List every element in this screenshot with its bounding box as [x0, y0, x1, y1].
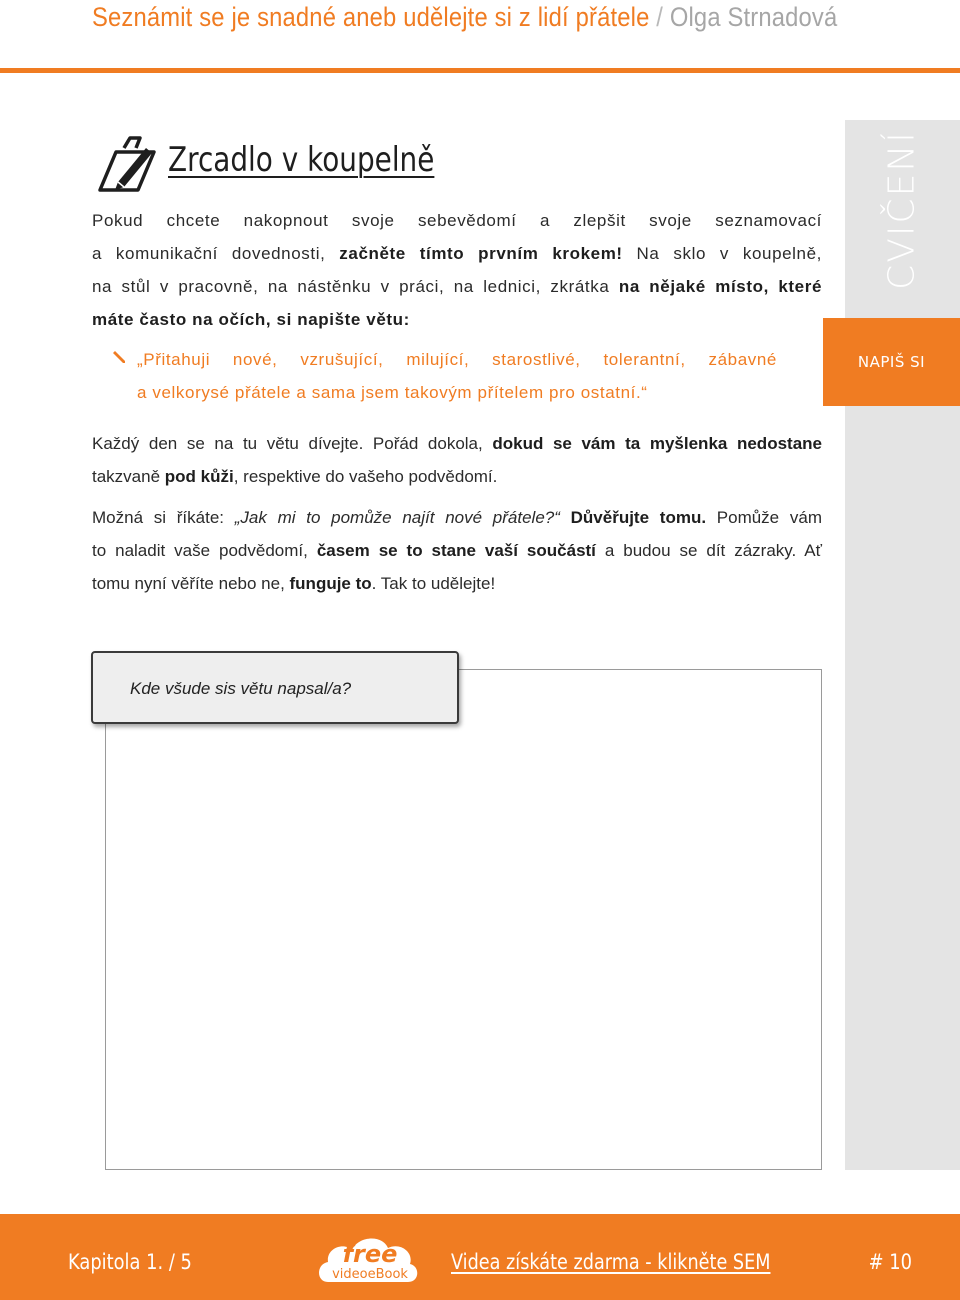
p3-bold: Důvěřujte tomu. [570, 508, 707, 527]
p3-bold: časem se to stane vaší součástí [316, 541, 596, 560]
p3-italic: „Jak mi to pomůže najít nové přátele?“ [234, 508, 560, 527]
sidebar-tab-label: NAPIŠ SI [857, 353, 926, 371]
p2-text: , respektive do vašeho podvědomí. [233, 467, 498, 486]
intro-line-4 [92, 303, 822, 336]
p3-text: Pomůže vám [706, 508, 822, 527]
intro-text: a komunikační dovednosti, [92, 244, 340, 263]
p3-text: to naladit vaše podvědomí, [92, 541, 317, 560]
p3-text: Možná si říkáte: [92, 508, 235, 527]
free-videos-link[interactable]: Videa získáte zdarma - klikněte SEM [451, 1250, 771, 1274]
quote-line-2: a velkorysé přátele a sama jsem takovým přítelem pro ostatní.“ [137, 383, 648, 402]
book-title: Seznámit se je snadné aneb udělejte si z lidí přátele [92, 2, 650, 32]
p3-text: a budou se dít zázraky. Ať [595, 541, 822, 560]
p3-text: . Tak to udělejte! [371, 574, 496, 593]
affirmation-quote [137, 343, 777, 409]
pencil-icon [112, 350, 126, 364]
p2-text: takzvaně [92, 467, 165, 486]
intro-line-3 [92, 270, 822, 303]
p3-bold: funguje to [289, 574, 372, 593]
author-name: Olga Strnadová [669, 2, 838, 32]
intro-paragraph [92, 204, 822, 336]
p2-bold: dokud se vám ta myšlenka nedostane [492, 434, 822, 453]
logo-word-free: free [342, 1240, 398, 1268]
p3-line-1 [92, 501, 822, 534]
logo-word-ebook: videoeBook [332, 1267, 408, 1282]
page-header [0, 0, 960, 70]
chapter-indicator: Kapitola 1. / 5 [68, 1250, 192, 1274]
p2-text: Každý den se na tu větu dívejte. Pořád dokola, [92, 434, 493, 453]
page-number: # 10 [868, 1250, 912, 1274]
intro-line-1: Pokud chcete nakopnout svoje sebevědomí a zlepšit svoje seznamovací [92, 211, 822, 230]
intro-bold: máte často na očích, si napište větu: [92, 310, 410, 329]
p3-line-2 [92, 534, 822, 567]
header-title [92, 2, 837, 33]
writing-area[interactable] [105, 669, 822, 1170]
p3-line-3 [92, 567, 822, 600]
header-divider [0, 68, 960, 73]
intro-bold: začněte tímto prvním krokem! [339, 244, 623, 263]
sidebar-label-text: CVIČENÍ [881, 130, 923, 290]
quote-line-1: „Přitahuji nové, vzrušující, milující, starostlivé, tolerantní, zábavné [137, 350, 777, 369]
exercise-prompt-text: Kde všude sis větu napsal/a? [130, 679, 352, 698]
intro-text: na stůl v pracovně, na nástěnku v práci, na lednici, zkrátka [92, 277, 619, 296]
page-footer [0, 1214, 960, 1300]
sidebar-label [845, 120, 960, 300]
intro-line-2 [92, 237, 822, 270]
section-title: Zrcadlo v koupelně [168, 140, 435, 180]
exercise-prompt [91, 651, 459, 724]
p2-line-1 [92, 427, 822, 460]
clipboard-pencil-icon [96, 134, 162, 196]
intro-bold: na nějaké místo, které [618, 277, 822, 296]
p2-bold: pod kůži [164, 467, 234, 486]
intro-text: Na sklo v koupelně, [622, 244, 822, 263]
trust-paragraph [92, 501, 822, 600]
free-video-ebook-logo[interactable] [314, 1228, 422, 1294]
sidebar-tab-write [823, 318, 960, 406]
header-separator: / [656, 2, 664, 32]
daily-paragraph [92, 427, 822, 493]
p2-line-2 [92, 460, 822, 493]
p3-text: tomu nyní věříte nebo ne, [92, 574, 290, 593]
